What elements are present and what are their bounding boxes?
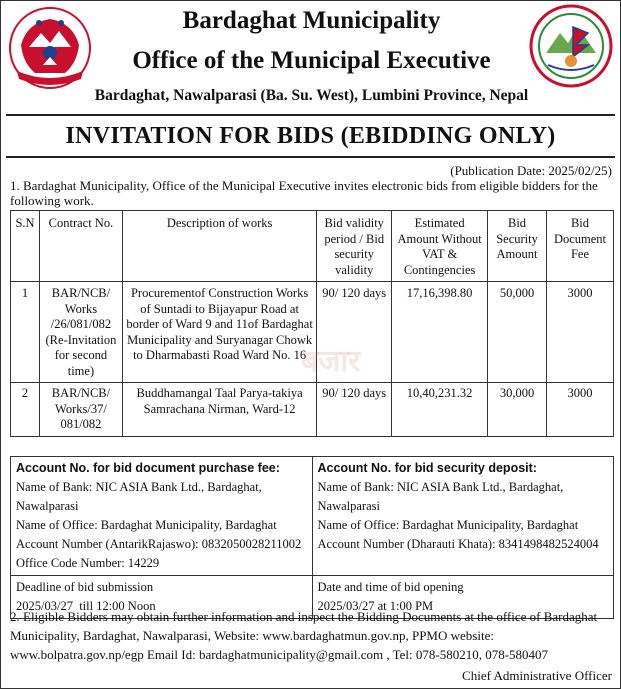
cell-fee: 3000	[547, 383, 614, 437]
header-validity: Bid validity period / Bid security validity	[317, 211, 392, 282]
header-security: Bid Security Amount	[488, 211, 547, 282]
cell-security: 50,000	[488, 282, 547, 383]
purchase-office-name: Name of Office: Bardaghat Municipality, Bardaghat	[16, 518, 277, 532]
opening-value: 2025/03/27 at 1:00 PM	[317, 599, 434, 613]
municipality-title: Bardaghat Municipality	[182, 7, 441, 34]
deadline-label: Deadline of bid submission	[16, 580, 154, 594]
deadline-value: 2025/03/27 till 12:00 Noon	[16, 599, 156, 613]
cell-fee: 3000	[547, 282, 614, 383]
table-header-row	[11, 211, 614, 282]
cell-amount: 17,16,398.80	[392, 282, 488, 383]
intro-paragraph: 1. Bardaghat Municipality, Office of the Municipal Executive invites electronic bids from eligible bidders for the following work.	[10, 178, 598, 208]
security-account-cell	[312, 457, 614, 576]
publication-date: (Publication Date: 2025/02/25)	[450, 163, 612, 178]
header-sn: S.N	[11, 211, 40, 282]
footer-note: 2. Eligible Bidders may obtain further information and inspect the Bidding Documents at the office of Bardaghat Municipality, Bardaghat, Nawalparasi, Website: www.bardaghatmun.gov.np, PPMO website: www.bolpatra.gov.np/egp Email Id: bardaghatmunicipality@gmail.com , Tel: 078-580210, 078-580407	[10, 609, 598, 662]
header-description: Description of works	[122, 211, 316, 282]
cell-sn: 1	[11, 282, 40, 383]
address-line: Bardaghat, Nawalparasi (Ba. Su. West), Lumbini Province, Nepal	[94, 87, 529, 104]
table-row	[11, 383, 614, 437]
security-bank-name: Name of Bank: NIC ASIA Bank Ltd., Bardaghat, Nawalparasi	[317, 480, 564, 513]
cell-sn: 2	[11, 383, 40, 437]
works-table	[10, 210, 614, 437]
header-contract: Contract No.	[39, 211, 122, 282]
security-account-title: Account No. for bid security deposit:	[317, 461, 537, 475]
opening-label: Date and time of bid opening	[317, 580, 464, 594]
purchase-account-number: Account Number (AntarikRajaswo): 0832050028211002	[16, 537, 302, 551]
signatory: Chief Administrative Officer	[462, 668, 612, 683]
security-office-name: Name of Office: Bardaghat Municipality, Bardaghat	[317, 518, 579, 532]
purchase-office-code: Office Code Number: 14229	[16, 556, 160, 570]
notice-banner: INVITATION FOR BIDS (EBIDDING ONLY)	[6, 114, 615, 158]
accounts-table	[10, 456, 614, 619]
cell-contract: BAR/NCB/ Works /26/081/082 (Re-Invitation for second time)	[39, 282, 122, 383]
header-amount: Estimated Amount Without VAT & Contingencies	[392, 211, 488, 282]
purchase-account-cell	[11, 457, 313, 576]
office-title: Office of the Municipal Executive	[132, 47, 491, 74]
cell-description: Buddhamangal Taal Parya-takiya Samrachana Nirman, Ward-12	[122, 383, 316, 437]
cell-description: Procurementof Construction Works of Suntadi to Bijayapur Road at border of Ward 9 and 11of Bardaghat Municipality and Suryanagar Chowk to Dharmabasti Road Ward No. 16	[122, 282, 316, 383]
cell-contract: BAR/NCB/ Works/37/ 081/082	[39, 383, 122, 437]
cell-validity: 90/ 120 days	[317, 383, 392, 437]
cell-security: 30,000	[488, 383, 547, 437]
purchase-bank-name: Name of Bank: NIC ASIA Bank Ltd., Bardaghat, Nawalparasi	[16, 480, 262, 513]
cell-validity: 90/ 120 days	[317, 282, 392, 383]
watermark-text: बजार	[301, 344, 361, 379]
cell-amount: 10,40,231.32	[392, 383, 488, 437]
purchase-account-title: Account No. for bid document purchase fee:	[16, 461, 280, 475]
security-account-number: Account Number (Dharauti Khata): 8341498482524004	[317, 537, 599, 551]
header-fee: Bid Document Fee	[547, 211, 614, 282]
